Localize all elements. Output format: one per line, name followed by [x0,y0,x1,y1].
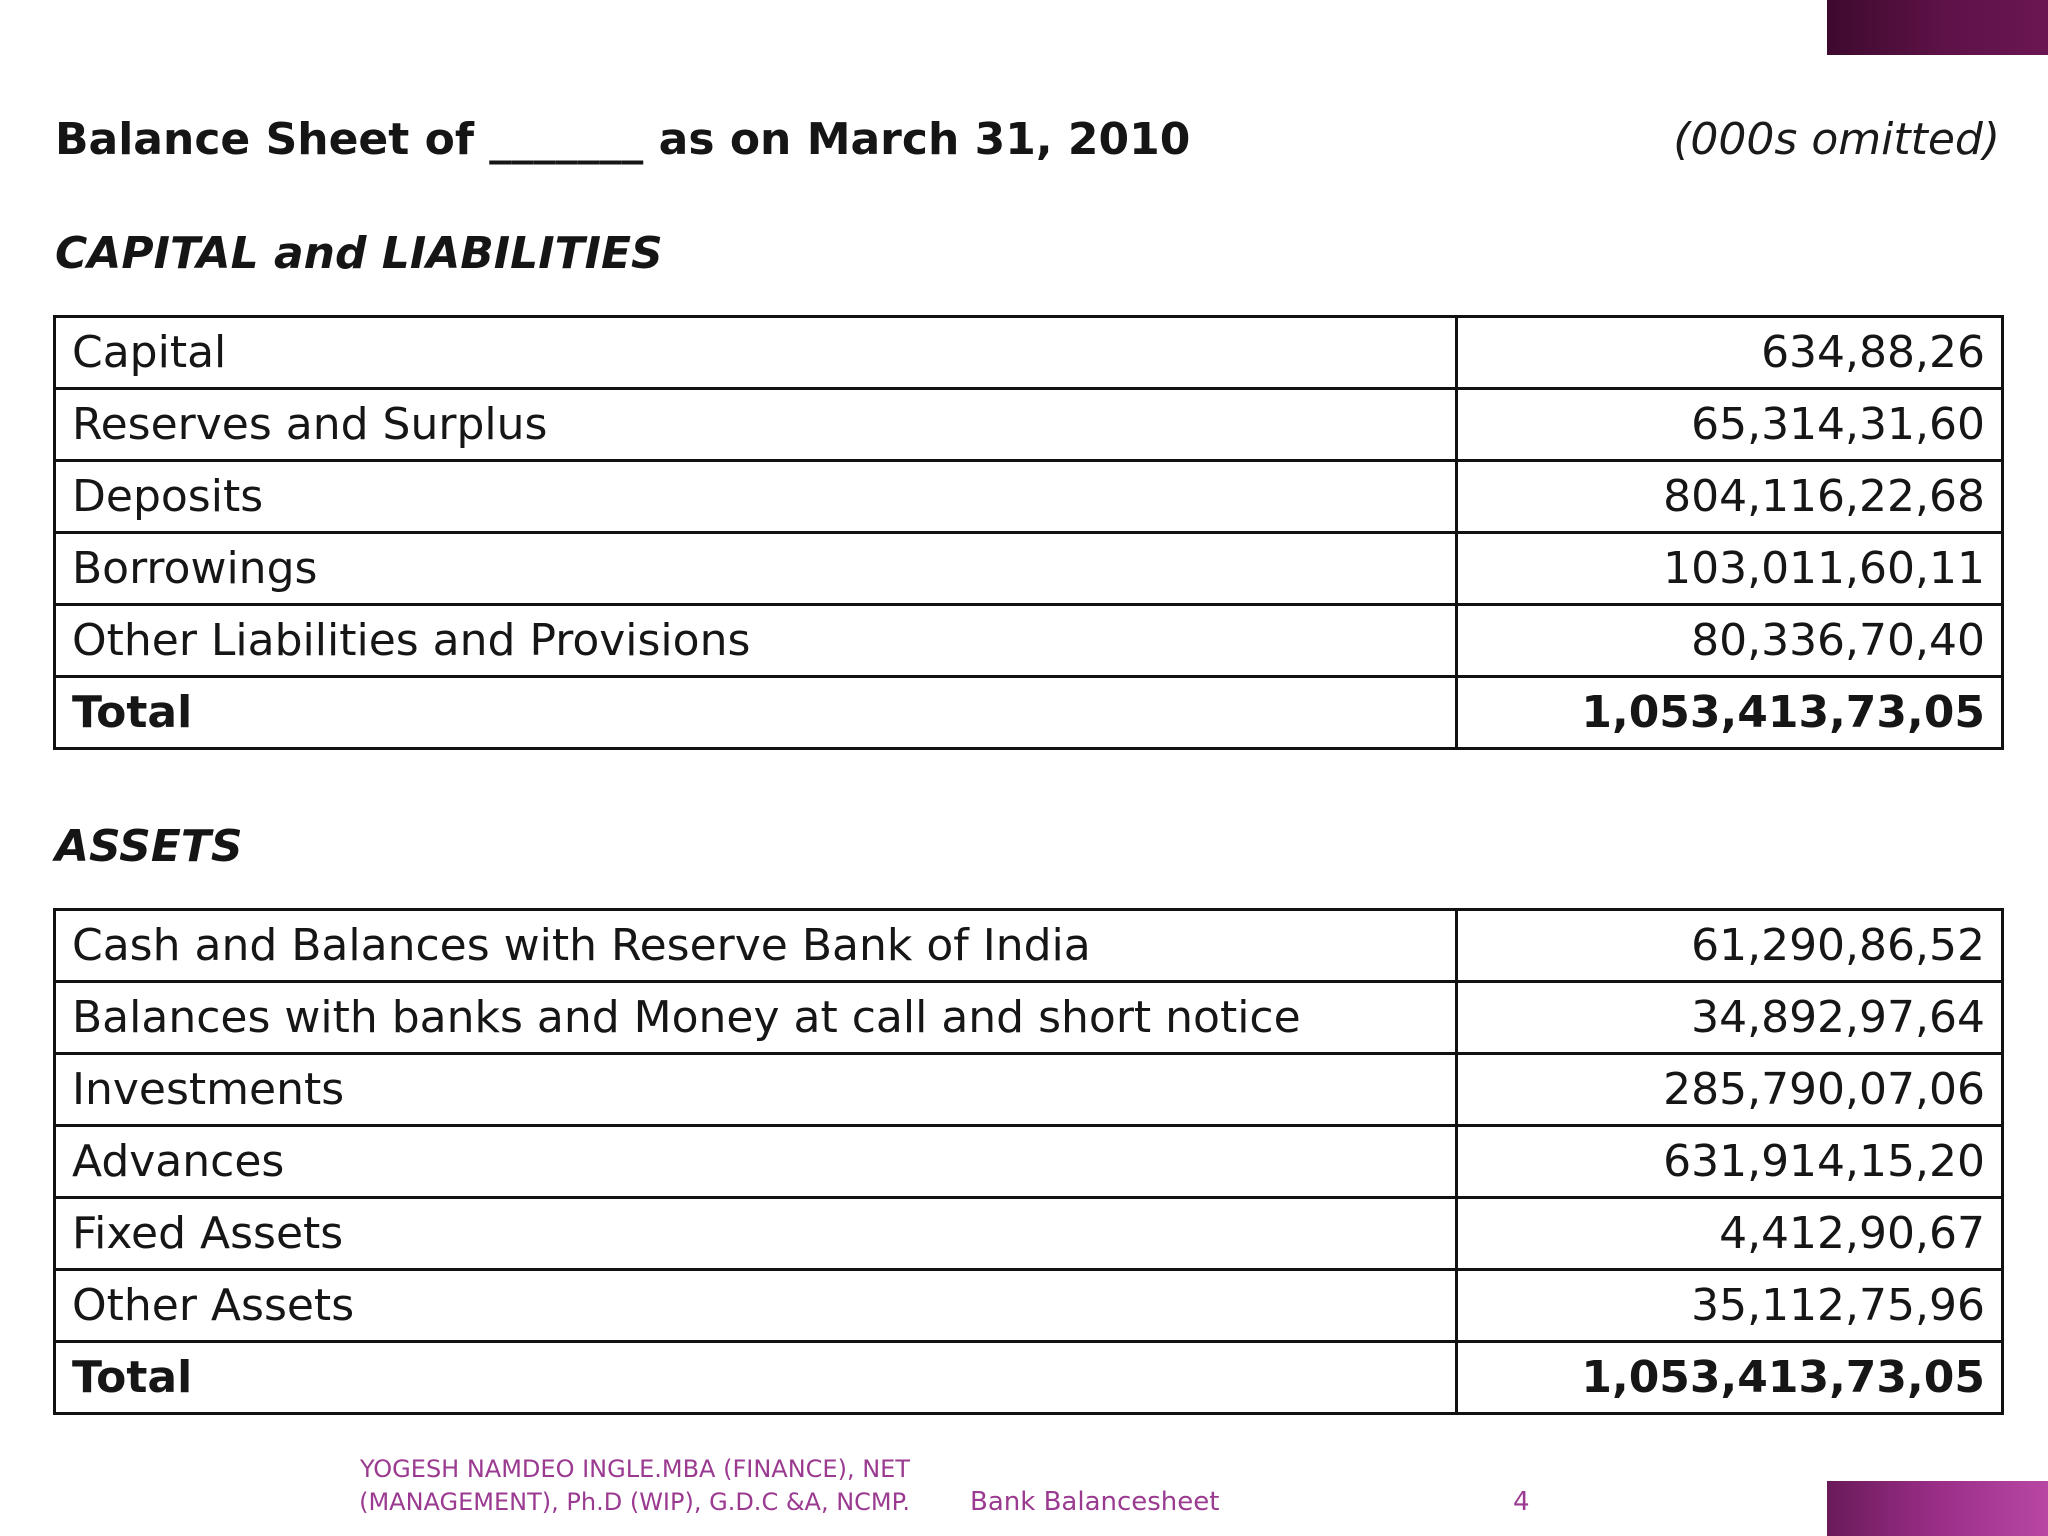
total-value: 1,053,413,73,05 [1457,677,2003,749]
table-row [55,461,2003,533]
row-label: Cash and Balances with Reserve Bank of India [55,910,1457,982]
row-value: 804,116,22,68 [1457,461,2003,533]
page-number: 4 [1513,1487,1530,1517]
corner-decoration-bottom [1827,1481,2048,1536]
row-label: Other Liabilities and Provisions [55,605,1457,677]
total-value: 1,053,413,73,05 [1457,1342,2003,1414]
table-row [55,605,2003,677]
footer-slide-title: Bank Balancesheet [970,1487,1220,1517]
row-label: Investments [55,1054,1457,1126]
corner-decoration-top [1827,0,2048,55]
units-note: (000s omitted) [1673,114,2000,165]
footer-author-line-1: YOGESH NAMDEO INGLE.MBA (FINANCE), NET [359,1455,910,1483]
section-heading-capital-liabilities: CAPITAL and LIABILITIES [55,228,663,279]
table-row [55,1126,2003,1198]
footer-author [262,1453,910,1519]
row-value: 631,914,15,20 [1457,1126,2003,1198]
row-label: Advances [55,1126,1457,1198]
total-label: Total [55,677,1457,749]
row-value: 103,011,60,11 [1457,533,2003,605]
table-row [55,317,2003,389]
table-row [55,389,2003,461]
row-value: 80,336,70,40 [1457,605,2003,677]
page-title: Balance Sheet of _______ as on March 31, 2010 [55,114,1191,165]
row-value: 634,88,26 [1457,317,2003,389]
total-row [55,677,2003,749]
total-label: Total [55,1342,1457,1414]
total-row [55,1342,2003,1414]
table-row [55,910,2003,982]
table-row [55,982,2003,1054]
row-value: 34,892,97,64 [1457,982,2003,1054]
row-value: 4,412,90,67 [1457,1198,2003,1270]
row-label: Fixed Assets [55,1198,1457,1270]
table-row [55,1198,2003,1270]
row-label: Balances with banks and Money at call and short notice [55,982,1457,1054]
row-value: 61,290,86,52 [1457,910,2003,982]
row-value: 285,790,07,06 [1457,1054,2003,1126]
table-row [55,1054,2003,1126]
title-row [55,108,2000,172]
row-label: Reserves and Surplus [55,389,1457,461]
table-row [55,1270,2003,1342]
footer-author-line-2: (MANAGEMENT), Ph.D (WIP), G.D.C &A, NCMP. [359,1488,910,1516]
section-heading-assets: ASSETS [55,821,243,872]
row-label: Borrowings [55,533,1457,605]
table-row [55,533,2003,605]
row-label: Other Assets [55,1270,1457,1342]
capital-liabilities-table [53,315,2004,750]
row-label: Deposits [55,461,1457,533]
row-label: Capital [55,317,1457,389]
assets-table [53,908,2004,1415]
row-value: 35,112,75,96 [1457,1270,2003,1342]
row-value: 65,314,31,60 [1457,389,2003,461]
